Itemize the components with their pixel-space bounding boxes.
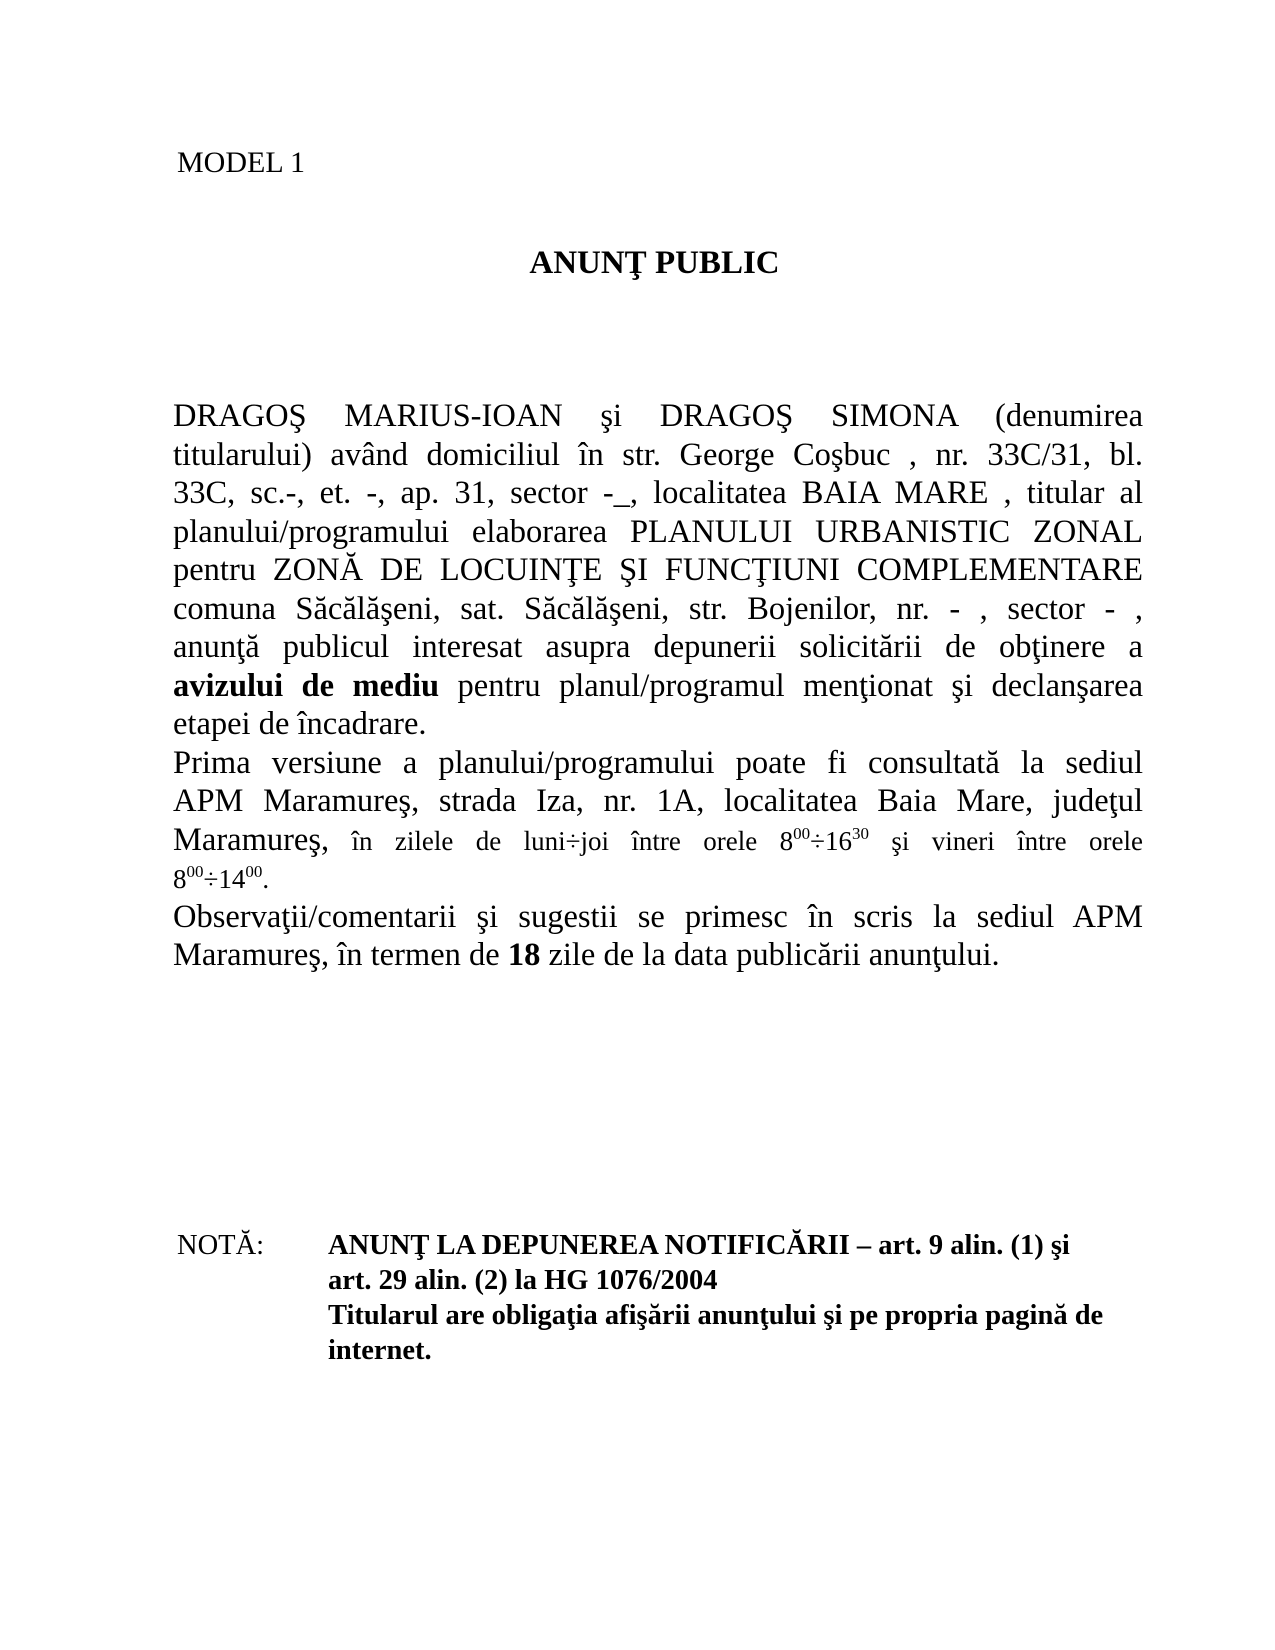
text-line xyxy=(173,782,1143,821)
text-segment: 8 xyxy=(173,864,187,894)
text-line xyxy=(173,821,1143,860)
text-line xyxy=(173,436,1143,475)
text-line xyxy=(173,744,1143,783)
nota-label: NOTĂ: xyxy=(177,1230,265,1261)
nota-line: ANUNŢ LA DEPUNEREA NOTIFICĂRII – art. 9 alin. (1) şi xyxy=(328,1230,1070,1261)
nota-line: internet. xyxy=(328,1335,432,1366)
text-segment: 00 xyxy=(186,862,204,881)
text-segment: zile de la data publicării anunţului. xyxy=(540,937,1000,973)
text-line xyxy=(173,551,1143,590)
text-line xyxy=(173,898,1143,937)
text-segment: Maramureş, xyxy=(173,821,330,858)
text-line xyxy=(173,628,1143,667)
text-segment: 18 xyxy=(507,937,541,973)
text-segment: planului/programului elaborarea PLANULUI URBANISTIC ZONAL xyxy=(173,513,1143,550)
text-segment: 30 xyxy=(851,823,869,843)
text-segment: ÷16 xyxy=(810,825,852,856)
text-segment: Observaţii/comentarii şi sugestii se primesc în scris la sediul APM xyxy=(173,898,1143,935)
text-segment: anunţă publicul interesat asupra depunerii solicitării de obţinere a xyxy=(173,629,1143,665)
text-segment: etapei de încadrare. xyxy=(173,706,427,742)
nota-section xyxy=(177,1228,1143,1368)
text-segment: 00 xyxy=(245,862,263,881)
text-segment: Maramureş, în termen de xyxy=(173,937,508,973)
text-line xyxy=(173,859,1143,898)
text-segment: avizului de mediu xyxy=(173,667,440,704)
text-segment: APM Maramureş, strada Iza, nr. 1A, localitatea Baia Mare, judeţul xyxy=(173,783,1143,819)
nota-line: Titularul are obligaţia afişării anunţului şi pe propria pagină de xyxy=(328,1300,1104,1331)
text-segment: DRAGOŞ MARIUS-IOAN şi DRAGOŞ SIMONA (denumirea xyxy=(173,398,1143,434)
text-segment: pentru ZONĂ DE LOCUINŢE ŞI FUNCŢIUNI COMPLEMENTARE xyxy=(173,552,1143,588)
text-line xyxy=(173,397,1143,436)
text-segment: 33C, sc.-, et. -, ap. 31, sector -_, localitatea BAIA MARE , titular al xyxy=(173,475,1143,511)
text-segment: ÷14 xyxy=(203,864,246,894)
text-line xyxy=(173,590,1143,629)
text-line xyxy=(173,474,1143,513)
text-line xyxy=(173,936,1143,975)
nota-line: art. 29 alin. (2) la HG 1076/2004 xyxy=(328,1265,718,1296)
announcement-body xyxy=(173,397,1143,975)
text-segment: titularului) având domiciliul în str. George Coşbuc , nr. 33C/31, bl. xyxy=(173,436,1143,473)
text-segment: 00 xyxy=(793,823,811,843)
model-label: MODEL 1 xyxy=(177,146,306,179)
text-line xyxy=(173,667,1143,706)
text-segment: Prima versiune a planului/programului poate fi consultată la sediul xyxy=(173,744,1143,781)
text-line xyxy=(173,513,1143,552)
text-segment: . xyxy=(262,864,270,894)
text-segment: în zilele de luni÷joi între orele 8 xyxy=(329,825,794,856)
text-segment: pentru planul/programul menţionat şi declanşarea xyxy=(439,667,1143,704)
text-segment: şi vineri între orele xyxy=(868,825,1143,856)
text-segment: comuna Săcălăşeni, sat. Săcălăşeni, str. Bojenilor, nr. - , sector - , xyxy=(173,590,1143,627)
page-title: ANUNŢ PUBLIC xyxy=(529,245,780,281)
text-line xyxy=(173,705,1143,744)
nota-content xyxy=(328,1228,1143,1368)
